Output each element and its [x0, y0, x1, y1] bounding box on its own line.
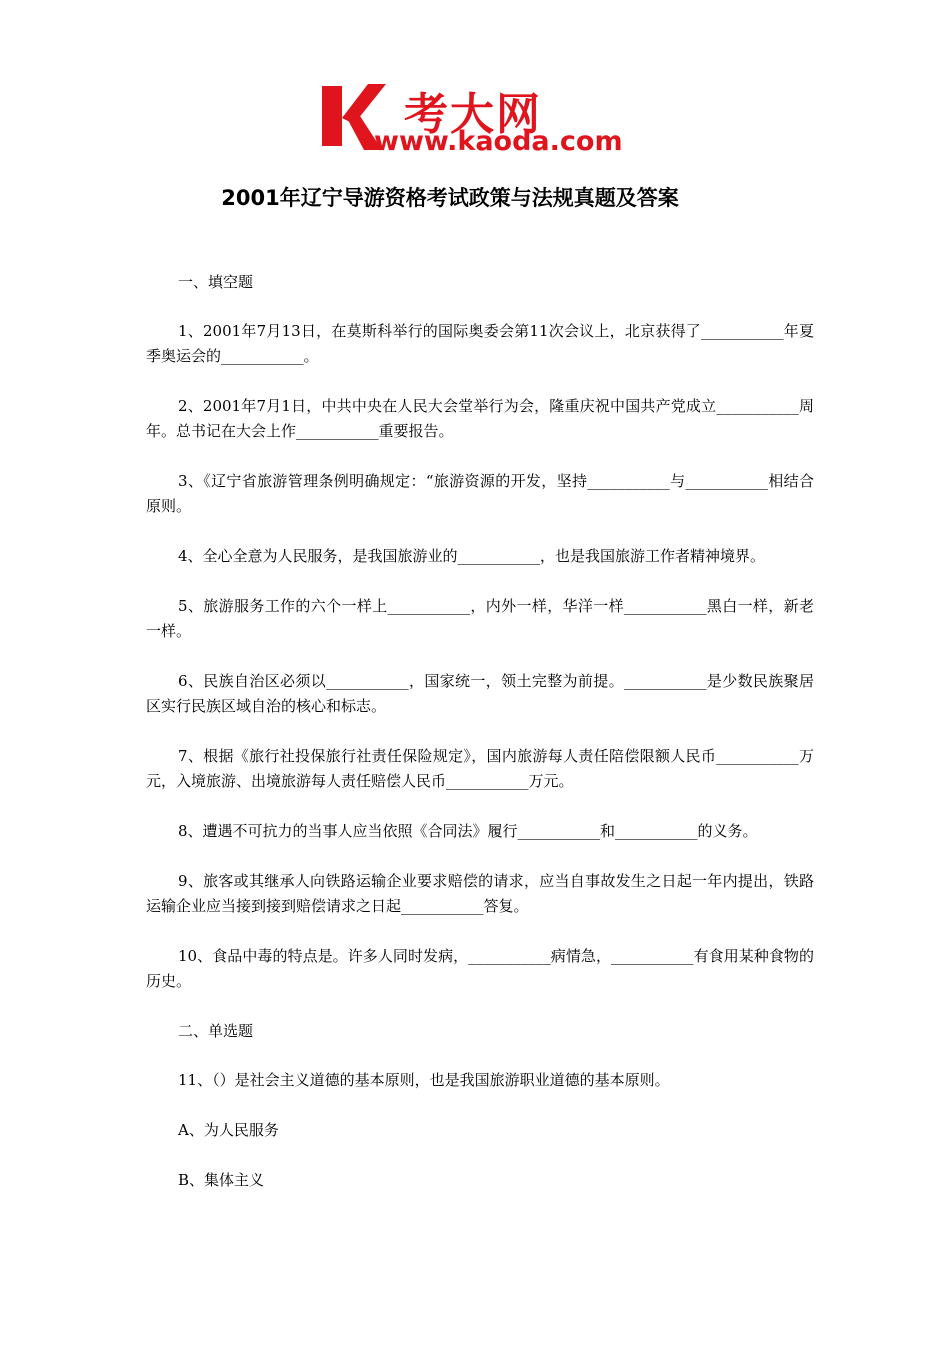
kaoda-logo [318, 80, 640, 158]
option-b: B、集体主义 [178, 1171, 265, 1189]
question-8: 8、遭遇不可抗力的当事人应当依照《合同法》履行___________和___________的义务。 [178, 822, 758, 840]
section-heading-single-choice: 二、单选题 [178, 1022, 254, 1040]
question-10: 10、食品中毒的特点是。许多人同时发病，___________病情急，___________有食用某种食物的历史。 [146, 947, 814, 990]
logo-brand-text: 考大网 [404, 89, 542, 140]
logo-url-text: www.kaoda.com [374, 126, 623, 157]
question-4: 4、全心全意为人民服务，是我国旅游业的___________，也是我国旅游工作者精神境界。 [178, 547, 766, 565]
question-11: 11、（）是社会主义道德的基本原则，也是我国旅游职业道德的基本原则。 [178, 1071, 670, 1089]
question-7: 7、根据《旅行社投保旅行社责任保险规定》，国内旅游每人责任陪偿限额人民币___________万元，入境旅游、出境旅游每人责任赔偿人民币___________万元。 [146, 747, 814, 790]
question-5: 5、旅游服务工作的六个一样上___________，内外一样，华洋一样___________黑白一样，新老一样。 [146, 597, 814, 640]
document-body [146, 270, 814, 1218]
question-2: 2、2001年7月1日，中共中央在人民大会堂举行为会，隆重庆祝中国共产党成立___________周年。总书记在大会上作___________重要报告。 [146, 397, 814, 440]
question-9: 9、旅客或其继承人向铁路运输企业要求赔偿的请求，应当自事故发生之日起一年内提出，铁路运输企业应当接到接到赔偿请求之日起___________答复。 [146, 872, 814, 915]
question-1: 1、2001年7月13日，在莫斯科举行的国际奥委会第11次会议上，北京获得了___________年夏季奥运会的___________。 [146, 322, 814, 365]
question-6: 6、民族自治区必须以___________，国家统一，领土完整为前提。___________是少数民族聚居区实行民族区域自治的核心和标志。 [146, 672, 814, 715]
question-3: 3、《辽宁省旅游管理条例明确规定：“旅游资源的开发，坚持___________与___________相结合原则。 [146, 472, 814, 515]
option-a: A、为人民服务 [178, 1121, 279, 1139]
section-heading-fill-blank: 一、填空题 [178, 273, 254, 291]
page-title: 2001年辽宁导游资格考试政策与法规真题及答案 [221, 186, 679, 210]
